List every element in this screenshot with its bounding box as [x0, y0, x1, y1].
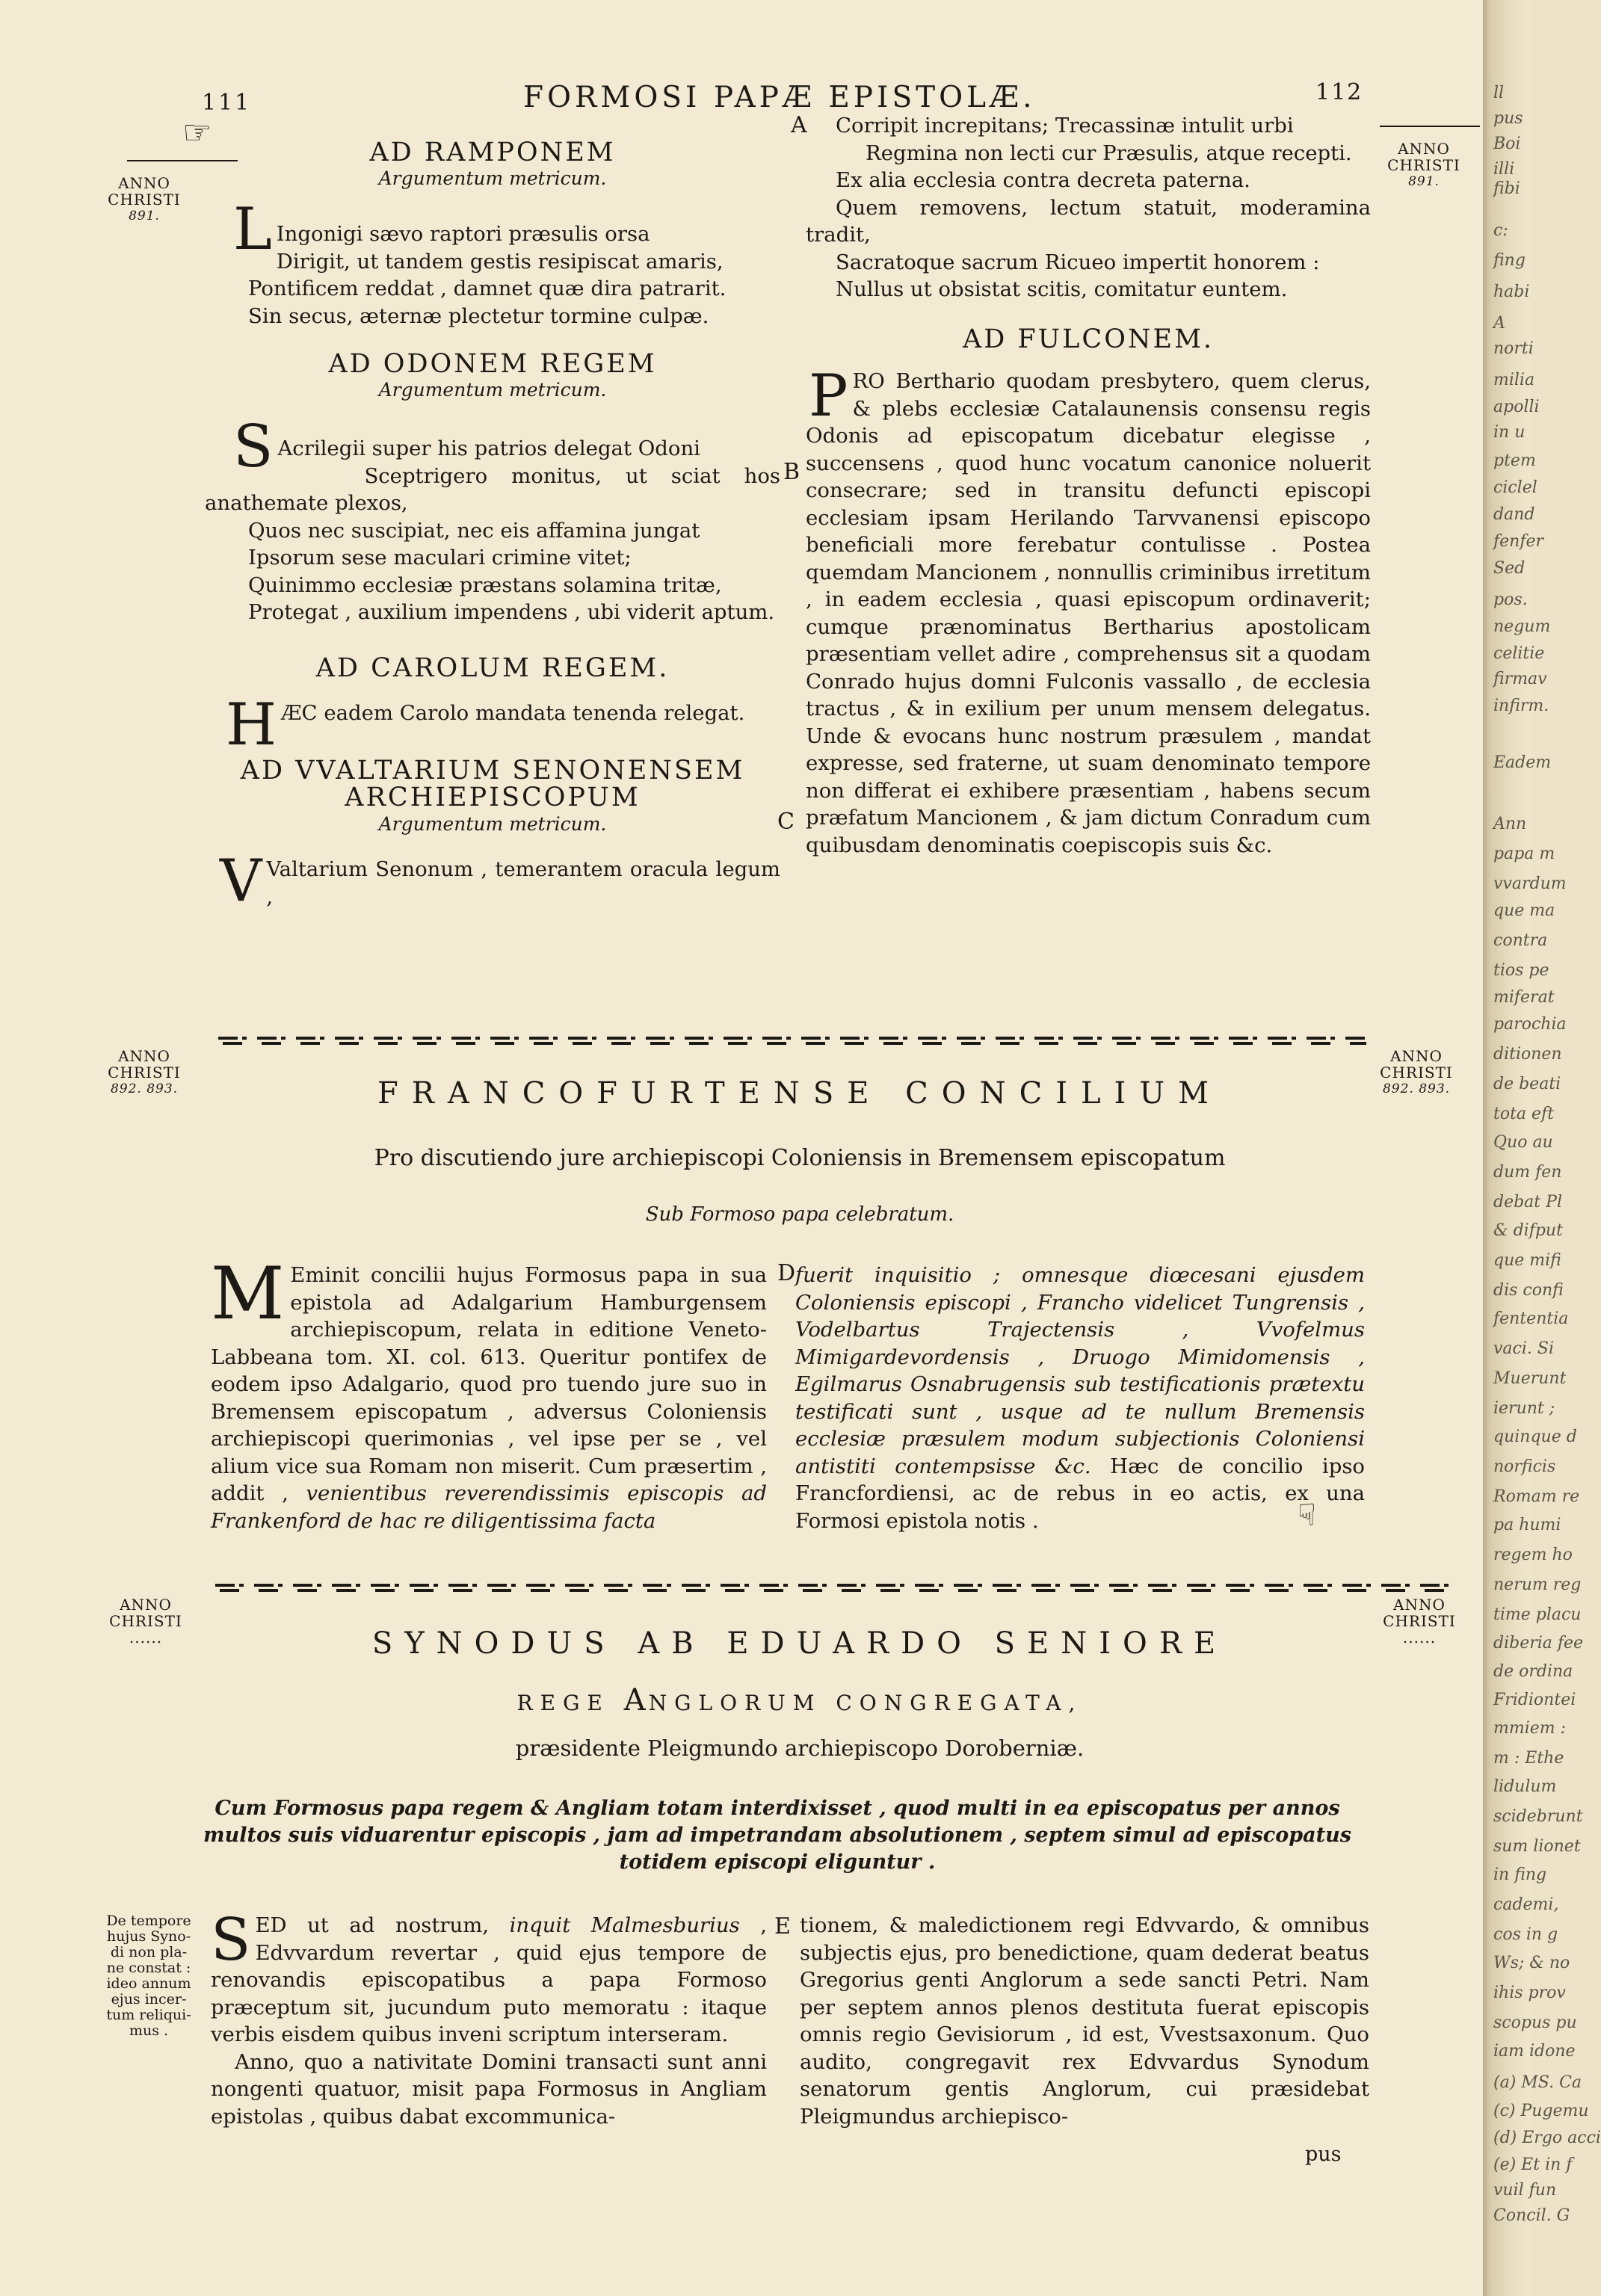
edge-text-38: & difput: [1493, 1221, 1563, 1240]
edge-text-63: Ws; & no: [1493, 1954, 1570, 1972]
poem-ramponem: L Ingonigi sævo raptori præsulis orsa Dirigit, ut tandem gestis resipiscat amaris, Pontificem reddat , damnet quæ dira patrarit. Sin secus, æternæ plectetur tormine culpæ.: [233, 196, 727, 328]
subtitle-synodus: REGE ANGLORUM CONGREGATA,: [516, 1683, 1083, 1718]
right-column-top: Corripit increpitans; Trecassinæ intulit urbi Regmina non lecti cur Præsulis, atque recepti. Ex alia ecclesia contra decreta paterna. Quem removens, lectum statuit, moderamina tradit, Sacratoque sacrum Ricueo impertit honorem : Nullus ut obsistat scitis, comitatur euntem. AD FULCONEM. P RO Berthario quodam presbytero, quem clerus, & plebs ecclesiæ Catalaunensis consensu regis Odonis ad episcopatum dicebatur elegisse , succensens , quod hunc vocatum canonice noluerit consecrare; sed in transitu defuncti episcopi ecclesiam ipsam Herilando Tarvvanensi episcopo beneficiali more ferebatur contulisse . Postea quemdam Mancionem , nonnullis criminibus irretitum , in eadem ecclesia , quasi episcopum ordinaverit; cumque prænominatus Bertharius apostolicam præsentiam vellet adire , comprehensus sit a quodam Conrado hujus domni Fulconis vassallo , de ecclesia tractus , & in exilium per unum mensem delegatus. Unde & evocans hunc nostrum præsulem , mandat expresse, sed fraterne, ut suam denominato tempore non differat ei exhibere præsentiam , habens secum præfatum Mancionem , & jam dictum Conradum cum quibusdam denominatis coepiscopis suis &c.: [806, 112, 1371, 859]
edge-text-46: norficis: [1493, 1457, 1556, 1476]
adjacent-page-edge: [1483, 0, 1601, 2296]
synodus-left: S ED ut ad nostrum, inquit Malmesburius , Edvvardum revertar , quid ejus tempore de renovandis episcopatibus a papa Formoso præceptum sit, jucundum puto memoratu : itaque verbis eisdem quibus inveni scriptum interseram. Anno, quo a nativitate Domini transacti sunt anni nongenti quatuor, misit papa Formosus in Angliam epistolas , quibus dabat excommunica-: [211, 1907, 767, 2129]
edge-text-39: que mifi: [1493, 1251, 1561, 1270]
edge-text-50: nerum reg: [1493, 1576, 1582, 1594]
column-letter-b: B: [783, 459, 800, 485]
edge-text-43: Muerunt: [1493, 1369, 1567, 1388]
edge-text-68: (c) Pugemu: [1493, 2102, 1589, 2120]
edge-text-57: lidulum: [1493, 1777, 1557, 1796]
edge-text-45: quinque d: [1493, 1428, 1577, 1446]
edge-text-14: ciclel: [1493, 478, 1537, 497]
edge-text-30: miferat: [1493, 988, 1555, 1007]
edge-text-51: time placu: [1493, 1605, 1582, 1624]
edge-text-72: Concil. G: [1493, 2206, 1570, 2225]
subtitle-concilium-2: Sub Formoso papa celebratum.: [645, 1203, 954, 1226]
margin-rule-right: [1380, 126, 1480, 127]
edge-text-6: fing: [1493, 251, 1526, 270]
edge-text-54: Fridiontei: [1493, 1691, 1576, 1709]
left-column-top: [205, 138, 780, 915]
margin-year-892-left: ANNO CHRISTI 892. 893.: [108, 1047, 181, 1096]
edge-text-32: ditionen: [1493, 1045, 1562, 1064]
edge-text-10: milia: [1493, 371, 1535, 389]
edge-text-13: ptem: [1493, 451, 1536, 470]
edge-text-53: de ordina: [1493, 1662, 1573, 1681]
drop-cap-v: V: [220, 848, 262, 915]
column-letter-c: C: [777, 809, 795, 835]
edge-text-2: Boi: [1493, 135, 1521, 153]
drop-cap-p: P: [809, 362, 848, 430]
drop-cap-l: L: [233, 196, 272, 263]
edge-text-55: mmiem :: [1493, 1719, 1567, 1738]
edge-text-62: cos in g: [1493, 1925, 1558, 1944]
subtitle-concilium: Pro discutiendo jure archiepiscopi Coloniensis in Bremensem episcopatum: [374, 1145, 1226, 1171]
page-number-left: 111: [202, 90, 252, 116]
edge-text-18: pos.: [1493, 590, 1528, 609]
edge-text-47: Romam re: [1493, 1487, 1580, 1506]
edge-text-36: dum fen: [1493, 1163, 1562, 1182]
title-concilium: FRANCOFURTENSE CONCILIUM: [377, 1076, 1223, 1111]
margin-year-892-right: ANNO CHRISTI 892. 893.: [1380, 1047, 1453, 1096]
edge-text-49: regem ho: [1493, 1546, 1573, 1564]
edge-text-28: contra: [1493, 931, 1548, 950]
heading-vualtarium-1: AD VVALTARIUM SENONENSEM: [240, 755, 745, 786]
edge-text-19: negum: [1493, 617, 1551, 636]
subheading-ramponem: Argumentum metricum.: [378, 167, 607, 189]
margin-note-de-tempore: De tempore hujus Syno- di non pla- ne constat : ideo annum ejus incer- tum reliqui- mus .: [106, 1913, 191, 2039]
column-letter-a: A: [791, 112, 807, 138]
text-fulconem: P RO Berthario quodam presbytero, quem clerus, & plebs ecclesiæ Catalaunensis consensu regis Odonis ad episcopatum dicebatur elegisse , succensens , quod hunc vocatum canonice noluerit consecrare; sed in transitu defuncti episcopi ecclesiam ipsam Herilando Tarvvanensi episcopo beneficiali more ferebatur contulisse . Postea quemdam Mancionem , nonnullis criminibus irretitum , in eadem ecclesia , quasi episcopum ordinaverit; cumque prænominatus Bertharius apostolicam præsentiam vellet adire , comprehensus sit a quodam Conrado hujus domni Fulconis vassallo , de ecclesia tractus , & in exilium per unum mensem delegatus. Unde & evocans hunc nostrum præsulem , mandat expresse, sed fraterne, ut suam denominato tempore non differat ei exhibere præsentiam , habens secum præfatum Mancionem , & jam dictum Conradum cum quibusdam denominatis coepiscopis suis &c.: [806, 362, 1371, 857]
edge-text-1: pus: [1493, 109, 1523, 128]
edge-text-64: ihis prov: [1493, 1984, 1566, 2002]
edge-text-26: vvardum: [1493, 874, 1567, 893]
edge-text-37: debat Pl: [1493, 1193, 1562, 1212]
edge-text-21: firmav: [1493, 670, 1547, 688]
ornament-rule-1: [218, 1034, 1366, 1046]
edge-text-56: m : Ethe: [1493, 1749, 1564, 1768]
page-number-right: 112: [1315, 79, 1363, 105]
subheading-odonem: Argumentum metricum.: [378, 378, 607, 401]
running-title: FORMOSI PAPÆ EPISTOLÆ.: [523, 81, 1036, 114]
edge-text-67: (a) MS. Ca: [1493, 2073, 1582, 2092]
margin-year-dots-right: ANNO CHRISTI ......: [1383, 1596, 1456, 1647]
heading-fulconem: AD FULCONEM.: [962, 324, 1215, 354]
edge-text-35: Quo au: [1493, 1133, 1553, 1152]
heading-vualtarium-2: ARCHIEPISCOPUM: [345, 782, 641, 812]
edge-text-22: infirm.: [1493, 697, 1549, 715]
text-vualtarium: V Valtarium Senonum , temerantem oracula legum ,: [220, 848, 780, 915]
summary-synodus: Cum Formosus papa regem & Angliam totam interdixisset , quod multi in ea episcopatus per annos multos suis viduarentur episcopis , jam ad impetrandam absolutionem , septem simul ad episcopatus totidem episcopi eliguntur .: [203, 1797, 1351, 1874]
edge-text-29: tios pe: [1493, 961, 1549, 980]
edge-text-11: apolli: [1493, 398, 1540, 416]
edge-text-23: Eadem: [1493, 753, 1552, 772]
edge-text-60: in fing: [1493, 1866, 1547, 1884]
edge-text-17: Sed: [1493, 559, 1526, 578]
edge-text-71: vuil fun: [1493, 2181, 1557, 2200]
edge-text-15: dand: [1493, 505, 1535, 524]
edge-text-66: iam idone: [1493, 2042, 1576, 2061]
edge-text-69: (d) Ergo acci: [1493, 2129, 1601, 2147]
edge-text-9: norti: [1493, 339, 1534, 358]
edge-text-31: parochia: [1493, 1015, 1567, 1034]
heading-ramponem: AD RAMPONEM: [369, 138, 616, 167]
heading-odonem: AD ODONEM REGEM: [328, 349, 657, 379]
heading-carolum: AD CAROLUM REGEM.: [315, 652, 670, 683]
edge-text-52: diberia fee: [1493, 1634, 1584, 1652]
edge-text-70: (e) Et in f: [1493, 2155, 1573, 2174]
ornament-rule-2: [215, 1581, 1456, 1593]
edge-text-44: ierunt ;: [1493, 1399, 1555, 1418]
edge-text-42: vaci. Si: [1493, 1339, 1554, 1358]
edge-text-5: c:: [1493, 221, 1508, 240]
edge-text-25: papa m: [1493, 845, 1555, 863]
poem-odonem: S Acrilegii super his patrios delegat Odoni Sceptrigero monitus, ut sciat hos anathemate plexos, Quos nec suscipiat, nec eis affamina jungat Ipsorum sese maculari crimine vitet; Quinimmo ecclesiæ præstans solamina tritæ, Protegat , auxilium impendens , ubi viderit aptum.: [205, 413, 780, 624]
drop-cap-h: H: [226, 691, 277, 759]
edge-text-65: scopus pu: [1493, 2013, 1577, 2032]
edge-text-33: de beati: [1493, 1075, 1561, 1093]
column-letter-e: E: [774, 1913, 791, 1939]
edge-text-3: illi: [1493, 160, 1515, 179]
edge-text-8: A: [1493, 314, 1505, 333]
title-synodus: SYNODUS AB EDUARDO SENIORE: [371, 1626, 1228, 1661]
drop-cap-s: S: [233, 413, 274, 481]
synodus-right: tionem, & maledictionem regi Edvvardo, & omnibus subjectis ejus, pro benedictione, quam dederat beatus Gregorius genti Anglorum a sede sancti Petri. Nam per septem annos plenos destituta fuerat episcopis omnis regio Gevisiorum , id est, Vvestsaxonum. Quo audito, congregavit rex Edvvardus Synodum senatorum gentis Anglorum, cui præsidebat Pleigmundus archiepisco-: [800, 1913, 1369, 2129]
edge-text-61: cademi,: [1493, 1895, 1559, 1914]
concilium-left: M Eminit concilii hujus Formosus papa in sua epistola ad Adalgarium Hamburgensem archiepiscopum, relata in editione Veneto-Labbeana tom. XI. col. 613. Queritur pontifex de eodem ipso Adalgario, quod pro tuendo jure suo in Bremensem episcopatum , adversus Coloniensis archiepiscopi querimonias , vel ipse per se , vel alium vice sua Romam non miserit. Cum præsertim , addit , venientibus reverendissimis episcopis ad Frankenford de hac re diligentissima facta: [211, 1252, 767, 1533]
text-carolum: H ÆC eadem Carolo mandata tenenda relegat.: [226, 691, 745, 759]
edge-text-34: tota eft: [1493, 1105, 1555, 1123]
edge-text-41: fententia: [1493, 1309, 1569, 1328]
edge-text-48: pa humi: [1493, 1516, 1561, 1534]
edge-text-0: ll: [1493, 84, 1505, 102]
edge-text-7: habi: [1493, 283, 1530, 301]
drop-cap-s2: S: [211, 1907, 251, 1974]
pointing-hand-icon: ☞: [182, 114, 212, 152]
edge-text-20: celitie: [1493, 644, 1545, 663]
catchword: pus: [1305, 2143, 1342, 2166]
edge-text-40: dis confi: [1493, 1281, 1564, 1300]
margin-year-891-left: ANNO CHRISTI 891.: [108, 174, 181, 223]
edge-text-24: Ann: [1493, 815, 1527, 833]
subheading-vualtarium: Argumentum metricum.: [378, 812, 607, 835]
edge-text-4: fibi: [1493, 179, 1520, 198]
edge-text-58: scidebrunt: [1493, 1807, 1583, 1826]
subtitle-synodus-2: præsidente Pleigmundo archiepiscopo Doroberniæ.: [515, 1735, 1085, 1761]
margin-year-891-right: ANNO CHRISTI 891.: [1387, 140, 1460, 189]
edge-text-12: in u: [1493, 423, 1526, 442]
edge-text-27: que ma: [1493, 901, 1555, 920]
concilium-right: fuerit inquisitio ; omnesque diœcesani ejusdem Coloniensis episcopi , Francho videlicet Tungrensis , Vodelbartus Trajectensis , Vvofelmus Mimigardevordensis , Druogo Mimidomensis , Egilmarus Osnabrugensis sub testificationis prætextu testificati sunt , usque ad te nullum Bremensis ecclesiæ præsulem modum subjectionis Coloniensi antistiti contempsisse &c. Hæc de concilio ipso Francfordiensi, ac de rebus in eo actis, ex una Formosi epistola notis .: [795, 1263, 1365, 1533]
column-letter-d: D: [777, 1260, 796, 1286]
edge-text-59: sum lionet: [1493, 1837, 1581, 1856]
margin-year-dots-left: ANNO CHRISTI ......: [109, 1596, 182, 1647]
pointing-hand-icon-2: ☞: [1289, 1501, 1324, 1528]
edge-text-16: fenfer: [1493, 532, 1544, 551]
drop-cap-m: M: [211, 1252, 285, 1336]
